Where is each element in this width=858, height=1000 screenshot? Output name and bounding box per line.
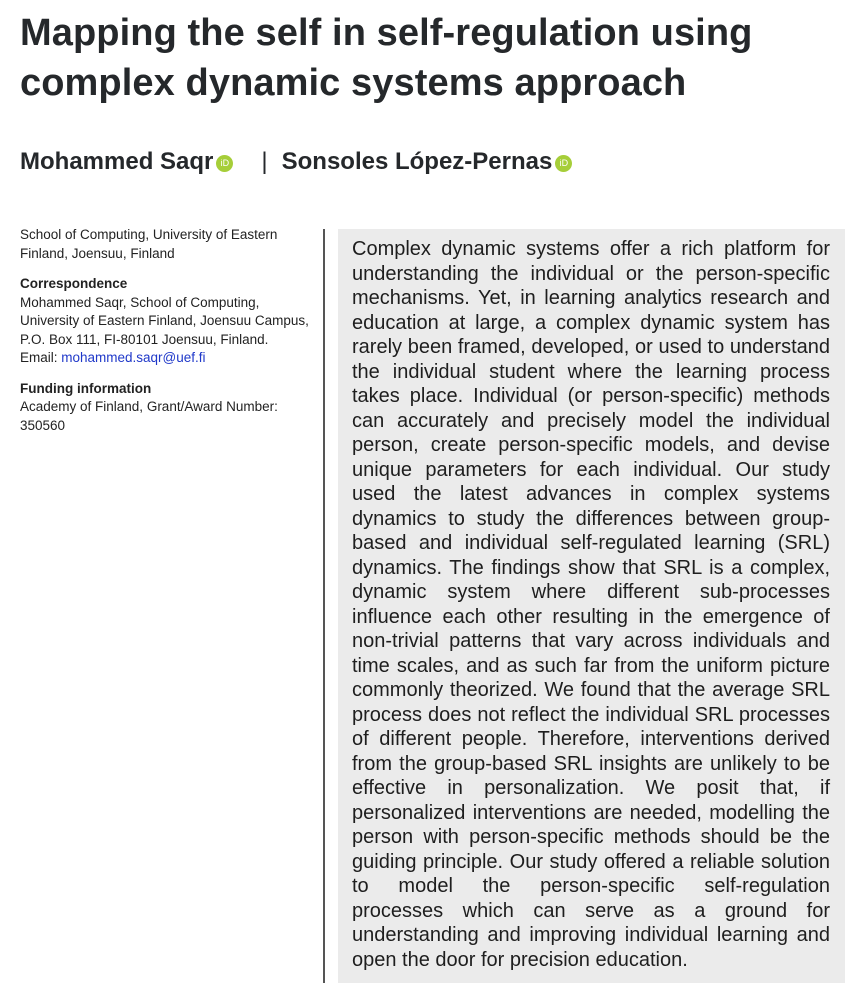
- funding-block: [20, 380, 310, 436]
- correspondence-heading: Correspondence: [20, 276, 128, 291]
- orcid-icon[interactable]: iD: [555, 155, 572, 172]
- affiliation: School of Computing, University of Eastern Finland, Joensuu, Finland: [20, 227, 278, 261]
- funding-heading: Funding information: [20, 380, 152, 396]
- email-label: Email:: [20, 350, 62, 365]
- funding-text: Academy of Finland, Grant/Award Number: 350560: [20, 399, 278, 433]
- paper-title: Mapping the self in self-regulation using complex dynamic systems approach: [20, 12, 753, 104]
- abstract-box: [338, 229, 845, 983]
- author-name: Mohammed Saqr: [20, 148, 214, 175]
- author-list: [20, 146, 572, 178]
- author-separator: |: [261, 148, 268, 175]
- correspondence-block: [20, 275, 310, 368]
- correspondence-text: Mohammed Saqr, School of Computing, University of Eastern Finland, Joensuu Campus, P.O. Box 111, FI-80101 Joensuu, Finland.: [20, 294, 309, 347]
- orcid-icon[interactable]: iD: [216, 155, 233, 172]
- email-link[interactable]: mohammed.saqr@uef.fi: [61, 350, 206, 365]
- column-divider: [323, 229, 325, 983]
- abstract-text: Complex dynamic systems offer a rich platform for understanding the individual or the person-specific mechanisms. Yet, in learning analytics research and education at large, a complex dynamic system has rarely been framed, developed, or used to understand the individual student where the learning process takes place. Individual (or person-specific) methods can accurately and precisely model the individual person, create person-specific models, and devise unique parameters for each individual. Our study used the latest advances in complex systems dynamics to study the differences between group-based and individual self-regulated learning (SRL) dynamics. The findings show that SRL is a complex, dynamic system where different sub-processes influence each other resulting in the emergence of non-trivial patterns that vary across individuals and time scales, and as such far from the uniform picture commonly theorized. We found that the average SRL process does not reflect the individual SRL processes of different people. Therefore, interventions derived from the group-based SRL insights are unlikely to be effective in personalization. We posit that, if personalized interventions are needed, modelling the person with person-specific methods should be the guiding principle. Our study offered a reliable solution to model the person-specific self-regulation processes which can serve as a ground for understanding and improving individual learning and open the door for precision education.: [352, 238, 830, 971]
- author-name: Sonsoles López-Pernas: [281, 148, 553, 175]
- article-info-sidebar: [20, 226, 310, 447]
